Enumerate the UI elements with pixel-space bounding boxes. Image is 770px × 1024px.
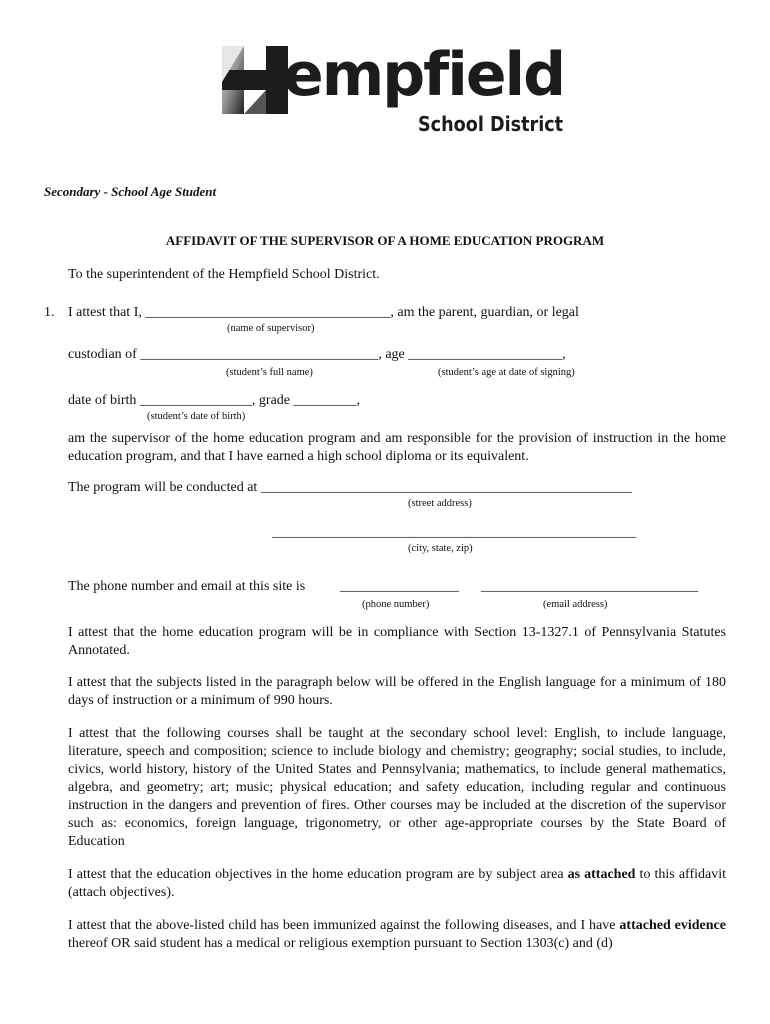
form-category: Secondary - School Age Student [44,184,217,199]
salutation: To the superintendent of the Hempfield School District. [68,267,380,282]
dob-caption: (student’s date of birth) [147,411,246,422]
item-number: 1. [44,305,55,320]
street-address-caption: (street address) [408,498,472,509]
objectives-attached: as attached [567,867,636,882]
courses-paragraph: I attest that the following courses shall be taught at the secondary school level: English, to include language, literature, speech and composition; science to include biology and chemistry; geography; social studies, to include, civics, world history, history of the United States and Pennsylvania; mathematics, to include general mathematics, algebra, and geometry; art; music; physical education; and safety education, including regular and continuous instruction in the dangers and prevention of fires. Other courses may be included at the discretion of the supervisor such as: economics, foreign language, trigonometry, or other age-appropriate courses by the State Board of Education [68,726,726,849]
email-caption: (email address) [543,599,608,610]
objectives-text-end: to this affidavit (attach objectives). [68,867,726,900]
phone-email-label: The phone number and email at this site is [68,579,306,594]
supervisor-paragraph: am the supervisor of the home education program and am responsible for the provision of instruction in the home education program, and that I have earned a high school diploma or its equivalent. [68,431,726,464]
page-title: AFFIDAVIT OF THE SUPERVISOR OF A HOME EDUCATION PROGRAM [165,233,605,248]
supervisor-name-caption: (name of supervisor) [227,323,315,334]
objectives-text: I attest that the education objectives in the home education program are by subject area [68,867,568,882]
city-caption: (city, state, zip) [408,543,473,554]
city-line: ____________________________________________________ [272,525,636,540]
student-name-age-line: custodian of __________________________________, age ______________________, [68,347,566,362]
email-blank: _______________________________ [481,579,698,594]
phone-caption: (phone number) [362,599,430,610]
supervisor-name-line: I attest that I, ___________________________________, am the parent, guardian, or legal [68,305,579,320]
logo-subtitle: School District [418,112,564,136]
logo-wordmark: empfield [283,40,565,110]
immunization-paragraph [68,917,726,953]
subjects-paragraph: I attest that the subjects listed in the paragraph below will be offered in the English language for a minimum of 180 days of instruction or a minimum of 990 hours. [68,675,726,708]
immunization-text-end: thereof OR said student has a medical or religious exemption pursuant to Section 1303(c) and (d) [68,936,613,951]
student-age-caption: (student’s age at date of signing) [438,367,575,378]
student-name-caption: (student’s full name) [226,367,313,378]
objectives-paragraph [68,866,726,902]
dob-grade-line: date of birth ________________, grade _________, [68,393,361,408]
compliance-paragraph: I attest that the home education program will be in compliance with Section 13-1327.1 of Pennsylvania Statutes Annotated. [68,625,726,658]
phone-blank: _________________ [340,579,459,594]
immunization-text: I attest that the above-listed child has been immunized against the following diseases, and I have [68,918,620,933]
immunization-attached-evidence: attached evidence [619,918,726,933]
program-address-line: The program will be conducted at _____________________________________________________ [68,480,632,495]
